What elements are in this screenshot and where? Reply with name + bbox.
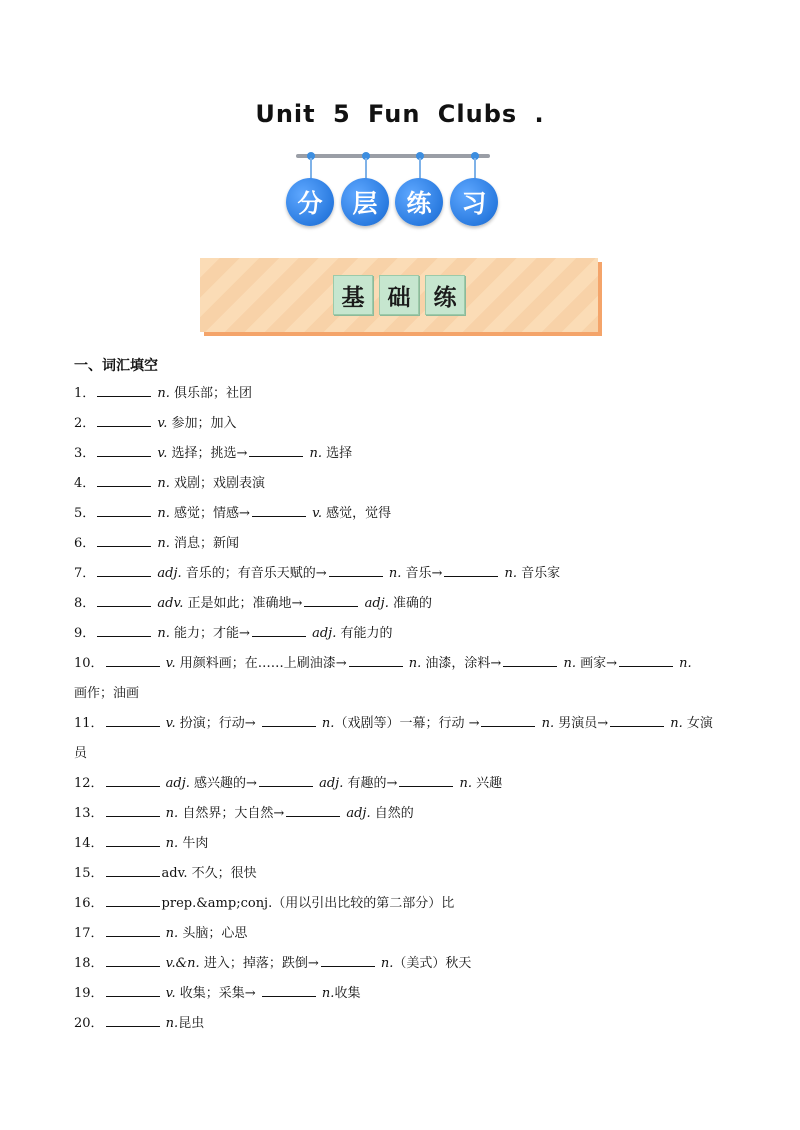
answer-blank[interactable]: [106, 923, 160, 937]
definition-text: 感觉；情感→: [169, 506, 250, 521]
part-of-speech: n.: [559, 656, 576, 671]
vocabulary-list: [74, 381, 734, 1041]
layered-practice-badges: [286, 178, 506, 230]
banner-tile: 础: [379, 275, 419, 315]
definition-text: 自然界；大自然→: [178, 806, 285, 821]
answer-blank[interactable]: [503, 653, 557, 667]
vocab-item-continuation: 员: [74, 746, 88, 761]
part-of-speech: adj.: [307, 626, 337, 641]
answer-blank[interactable]: [481, 713, 535, 727]
part-of-speech: v.: [153, 416, 168, 431]
answer-blank[interactable]: [286, 803, 340, 817]
answer-blank[interactable]: [444, 563, 498, 577]
item-number: 5．: [74, 506, 96, 521]
definition-text: 油漆，涂料→: [421, 656, 502, 671]
page-title: Unit 5 Fun Clubs .: [255, 100, 545, 128]
definition-text: 收集；采集→: [175, 986, 260, 1001]
item-number: 14．: [74, 836, 104, 851]
answer-blank[interactable]: [106, 863, 160, 877]
part-of-speech: n.: [153, 506, 170, 521]
answer-blank[interactable]: [106, 773, 160, 787]
part-of-speech: n.: [161, 926, 179, 941]
part-of-speech: v.: [161, 716, 176, 731]
answer-blank[interactable]: [97, 503, 151, 517]
vocab-item: [74, 621, 734, 651]
definition-text: 昆虫: [178, 1016, 205, 1031]
answer-blank[interactable]: [252, 623, 306, 637]
definition-text: 兴趣: [472, 776, 503, 791]
part-of-speech: v.: [161, 656, 176, 671]
definition-text: 画家→: [575, 656, 617, 671]
vocab-item-continuation: 画作；油画: [74, 686, 140, 701]
part-of-speech: n.: [537, 716, 555, 731]
answer-blank[interactable]: [262, 713, 316, 727]
item-number: 10．: [74, 656, 104, 671]
definition-text: 用颜料画；在……上刷油漆→: [175, 656, 347, 671]
part-of-speech: adj.: [342, 806, 371, 821]
part-of-speech: n.: [384, 566, 402, 581]
part-of-speech: n.: [161, 836, 179, 851]
vocab-item: [74, 381, 734, 411]
item-number: 9．: [74, 626, 96, 641]
answer-blank[interactable]: [97, 443, 151, 457]
part-of-speech: n.: [153, 536, 170, 551]
part-of-speech: n.: [500, 566, 517, 581]
definition-text: （戏剧等）一幕；行动 →: [334, 716, 480, 731]
badge-circle: 练: [395, 178, 443, 226]
vocab-item: [74, 561, 734, 591]
vocab-item: [74, 771, 734, 801]
vocab-item: [74, 441, 734, 471]
item-number: 8．: [74, 596, 96, 611]
answer-blank[interactable]: [304, 593, 358, 607]
answer-blank[interactable]: [249, 443, 303, 457]
vocab-item: [74, 471, 734, 501]
vocab-item: [74, 981, 734, 1011]
item-number: 11．: [74, 716, 104, 731]
part-of-speech: n.: [317, 986, 335, 1001]
answer-blank[interactable]: [97, 563, 151, 577]
definition-text: 戏剧；戏剧表演: [169, 476, 266, 491]
item-number: 19．: [74, 986, 104, 1001]
part-of-speech: n.: [153, 626, 170, 641]
vocab-item: [74, 531, 734, 561]
decorative-rail: [296, 154, 490, 158]
badge-circle: 分: [286, 178, 334, 226]
answer-blank[interactable]: [106, 953, 160, 967]
part-of-speech: v.: [161, 986, 176, 1001]
vocab-item: [74, 591, 734, 621]
item-number: 17．: [74, 926, 104, 941]
item-number: 16．: [74, 896, 104, 911]
part-of-speech: n.: [161, 1016, 179, 1031]
item-number: 20．: [74, 1016, 104, 1031]
definition-text: 感觉，觉得: [322, 506, 392, 521]
item-number: 4．: [74, 476, 96, 491]
definition-text: 参加；加入: [167, 416, 237, 431]
answer-blank[interactable]: [106, 983, 160, 997]
vocab-item: [74, 1011, 734, 1041]
answer-blank[interactable]: [97, 473, 151, 487]
answer-blank[interactable]: [399, 773, 453, 787]
vocab-item: [74, 921, 734, 951]
answer-blank[interactable]: [252, 503, 306, 517]
definition-text: 消息；新闻: [169, 536, 240, 551]
definition-text: 音乐→: [401, 566, 443, 581]
definition-text: 扮演；行动→: [175, 716, 260, 731]
answer-blank[interactable]: [106, 833, 160, 847]
definition-text: 牛肉: [178, 836, 209, 851]
definition-text: adv. 不久；很快: [161, 866, 257, 881]
definition-text: 收集: [334, 986, 361, 1001]
part-of-speech: n.: [317, 716, 335, 731]
definition-text: prep.&amp;conj.（用以引出比较的第二部分）比: [161, 896, 455, 911]
definition-text: 进入；掉落；跌倒→: [199, 956, 319, 971]
definition-text: 俱乐部；社团: [169, 386, 253, 401]
definition-text: 准确的: [388, 596, 432, 611]
answer-blank[interactable]: [349, 653, 403, 667]
answer-blank[interactable]: [97, 413, 151, 427]
item-number: 13．: [74, 806, 104, 821]
vocab-item: [74, 831, 734, 861]
definition-text: 感兴趣的→: [189, 776, 257, 791]
answer-blank[interactable]: [619, 653, 673, 667]
part-of-speech: v.: [153, 446, 168, 461]
definition-text: 正是如此；准确地→: [183, 596, 303, 611]
vocab-item: [74, 951, 734, 981]
answer-blank[interactable]: [106, 893, 160, 907]
part-of-speech: adj.: [360, 596, 389, 611]
part-of-speech: adj.: [153, 566, 182, 581]
answer-blank[interactable]: [262, 983, 316, 997]
part-of-speech: n.: [675, 656, 692, 671]
answer-blank[interactable]: [106, 713, 160, 727]
answer-blank[interactable]: [97, 533, 151, 547]
part-of-speech: adj.: [314, 776, 344, 791]
banner-tile: 练: [425, 275, 465, 315]
answer-blank[interactable]: [106, 653, 160, 667]
answer-blank[interactable]: [610, 713, 664, 727]
definition-text: 能力；才能→: [169, 626, 250, 641]
answer-blank[interactable]: [259, 773, 313, 787]
badge-circle: 习: [450, 178, 498, 226]
answer-blank[interactable]: [106, 803, 160, 817]
vocab-item: [74, 651, 734, 681]
part-of-speech: n.: [404, 656, 422, 671]
part-of-speech: n.: [666, 716, 683, 731]
item-number: 18．: [74, 956, 104, 971]
part-of-speech: adv.: [153, 596, 184, 611]
definition-text: 有能力的: [336, 626, 393, 641]
part-of-speech: v.: [307, 506, 323, 521]
definition-text: 自然的: [370, 806, 414, 821]
answer-blank[interactable]: [321, 953, 375, 967]
part-of-speech: n.: [153, 386, 170, 401]
basic-practice-banner: [200, 258, 598, 332]
part-of-speech: n.: [161, 806, 179, 821]
vocab-item: [74, 711, 734, 741]
item-number: 2．: [74, 416, 96, 431]
definition-text: 女演: [682, 716, 713, 731]
answer-blank[interactable]: [106, 1013, 160, 1027]
vocab-item: [74, 891, 734, 921]
definition-text: 选择；挑选→: [167, 446, 248, 461]
item-number: 3．: [74, 446, 96, 461]
definition-text: 头脑；心思: [178, 926, 248, 941]
definition-text: 男演员→: [554, 716, 609, 731]
definition-text: 音乐家: [517, 566, 561, 581]
badge-circle: 层: [341, 178, 389, 226]
part-of-speech: n.: [376, 956, 394, 971]
item-number: 6．: [74, 536, 96, 551]
item-number: 7．: [74, 566, 96, 581]
part-of-speech: v.&n.: [161, 956, 200, 971]
answer-blank[interactable]: [329, 563, 383, 577]
item-number: 12．: [74, 776, 104, 791]
item-number: 15．: [74, 866, 104, 881]
part-of-speech: n.: [305, 446, 323, 461]
part-of-speech: n.: [455, 776, 472, 791]
vocab-item: [74, 501, 734, 531]
vocab-item: [74, 861, 734, 891]
part-of-speech: adj.: [161, 776, 190, 791]
item-number: 1．: [74, 386, 96, 401]
vocab-item: [74, 411, 734, 441]
definition-text: 选择: [322, 446, 353, 461]
answer-blank[interactable]: [97, 593, 151, 607]
vocab-item: [74, 801, 734, 831]
definition-text: （美式）秋天: [393, 956, 472, 971]
banner-tile: 基: [333, 275, 373, 315]
definition-text: 音乐的；有音乐天赋的→: [181, 566, 327, 581]
answer-blank[interactable]: [97, 623, 151, 637]
part-of-speech: n.: [153, 476, 170, 491]
section-heading: 一、词汇填空: [74, 358, 158, 374]
definition-text: 有趣的→: [343, 776, 398, 791]
answer-blank[interactable]: [97, 383, 151, 397]
